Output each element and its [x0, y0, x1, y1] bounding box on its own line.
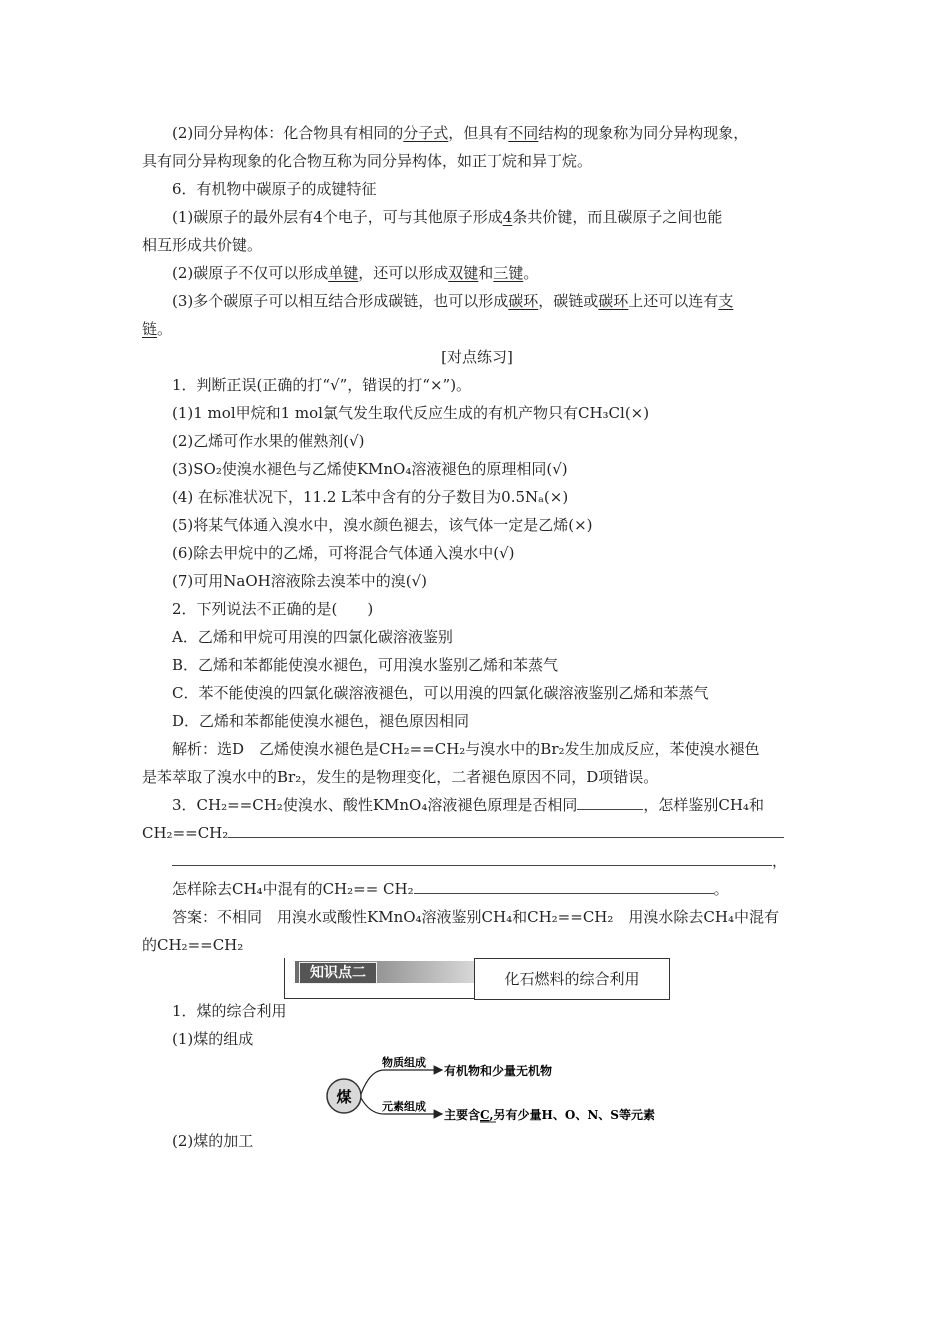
- answer-1: 答案：不相同 用溴水或酸性KMnO₄溶液鉴别CH₄和CH₂==CH₂ 用溴水除去CH₄中混有: [172, 908, 779, 926]
- coal-processing-heading: (2)煤的加工: [172, 1132, 254, 1150]
- branch1-label: 物质组成: [382, 1056, 426, 1069]
- branch1-text: 有机物和少量无机物: [444, 1064, 553, 1078]
- knowledge-point-header: [284, 958, 668, 998]
- answer-blank: [414, 879, 714, 894]
- question-2: 2．下列说法不正确的是( ): [172, 600, 374, 618]
- knowledge-label-box: [284, 958, 475, 999]
- question-3c: ，: [172, 850, 842, 872]
- q2-option-c: C．苯不能使溴的四氯化碳溶液褪色，可以用溴的四氯化碳溶液鉴别乙烯和苯蒸气: [172, 684, 709, 702]
- q1-item-4: (4) 在标准状况下，11.2 L苯中含有的分子数目为0.5Nₐ(×): [172, 488, 569, 506]
- branch2-label: 元素组成: [382, 1100, 426, 1113]
- line-isomer-def-2: 具有同分异构现象的化合物互称为同分异构体，如正丁烷和异丁烷。: [142, 152, 593, 170]
- analysis-1: 解析：选D 乙烯使溴水褪色是CH₂==CH₂与溴水中的Br₂发生加成反应，苯使溴水褪色: [172, 740, 760, 758]
- branch2-text: 主要含C,另有少量H、O、N、S等元素: [444, 1108, 655, 1122]
- line-carbon-3b: 链。: [142, 320, 173, 338]
- q1-item-7: (7)可用NaOH溶液除去溴苯中的溴(√): [172, 572, 427, 590]
- question-1: 1．判断正误(正确的打“√”，错误的打“×”)。: [172, 376, 472, 394]
- knowledge-label: 知识点二: [299, 962, 377, 984]
- answer-2: 的CH₂==CH₂: [142, 936, 244, 954]
- practice-title: [对点练习]: [441, 348, 513, 366]
- q2-option-b: B．乙烯和苯都能使溴水褪色，可用溴水鉴别乙烯和苯蒸气: [172, 656, 559, 674]
- q1-item-1: (1)1 mol甲烷和1 mol氯气发生取代反应生成的有机产物只有CH₃Cl(×): [172, 404, 650, 422]
- question-3: 3．CH₂==CH₂使溴水、酸性KMnO₄溶液褪色原理是否相同 ，怎样鉴别CH₄和: [172, 796, 764, 814]
- knowledge-title-box: [474, 958, 670, 1000]
- branch-arrow-1: [361, 1070, 442, 1094]
- q1-item-2: (2)乙烯可作水果的催熟剂(√): [172, 432, 365, 450]
- coal-composition-diagram: [320, 1056, 660, 1128]
- question-3b: CH₂==CH₂: [142, 822, 812, 844]
- q2-option-d: D．乙烯和苯都能使溴水褪色，褪色原因相同: [172, 712, 470, 730]
- coal-heading: 1．煤的综合利用: [172, 1002, 287, 1020]
- coal-center-label: 煤: [336, 1088, 352, 1106]
- line-carbon-1b: 相互形成共价键。: [142, 236, 263, 254]
- answer-blank: [172, 851, 772, 866]
- line-carbon-1: (1)碳原子的最外层有4个电子，可与其他原子形成4条共价键，而且碳原子之间也能: [172, 208, 723, 226]
- knowledge-title: 化石燃料的综合利用: [504, 970, 640, 988]
- knowledge-banner: [295, 961, 475, 983]
- answer-blank: [228, 823, 784, 838]
- line-isomer-def: (2)同分异构体：化合物具有相同的分子式，但具有不同结构的现象称为同分异构现象，: [172, 124, 749, 142]
- q1-item-3: (3)SO₂使溴水褪色与乙烯使KMnO₄溶液褪色的原理相同(√): [172, 460, 568, 478]
- analysis-2: 是苯萃取了溴水中的Br₂，发生的是物理变化，二者褪色原因不同，D项错误。: [142, 768, 659, 786]
- section-6-heading: 6．有机物中碳原子的成键特征: [172, 180, 377, 198]
- line-carbon-2: (2)碳原子不仅可以形成单键，还可以形成双键和三键。: [172, 264, 539, 282]
- q1-item-5: (5)将某气体通入溴水中，溴水颜色褪去，该气体一定是乙烯(×): [172, 516, 593, 534]
- q2-option-a: A．乙烯和甲烷可用溴的四氯化碳溶液鉴别: [172, 628, 453, 646]
- q1-item-6: (6)除去甲烷中的乙烯，可将混合气体通入溴水中(√): [172, 544, 515, 562]
- answer-blank: [577, 795, 643, 810]
- coal-composition-heading: (1)煤的组成: [172, 1030, 254, 1048]
- line-carbon-3: (3)多个碳原子可以相互结合形成碳链，也可以形成碳环，碳链或碳环上还可以连有支: [172, 292, 734, 310]
- question-3d: 怎样除去CH₄中混有的CH₂== CH₂ 。: [172, 880, 729, 898]
